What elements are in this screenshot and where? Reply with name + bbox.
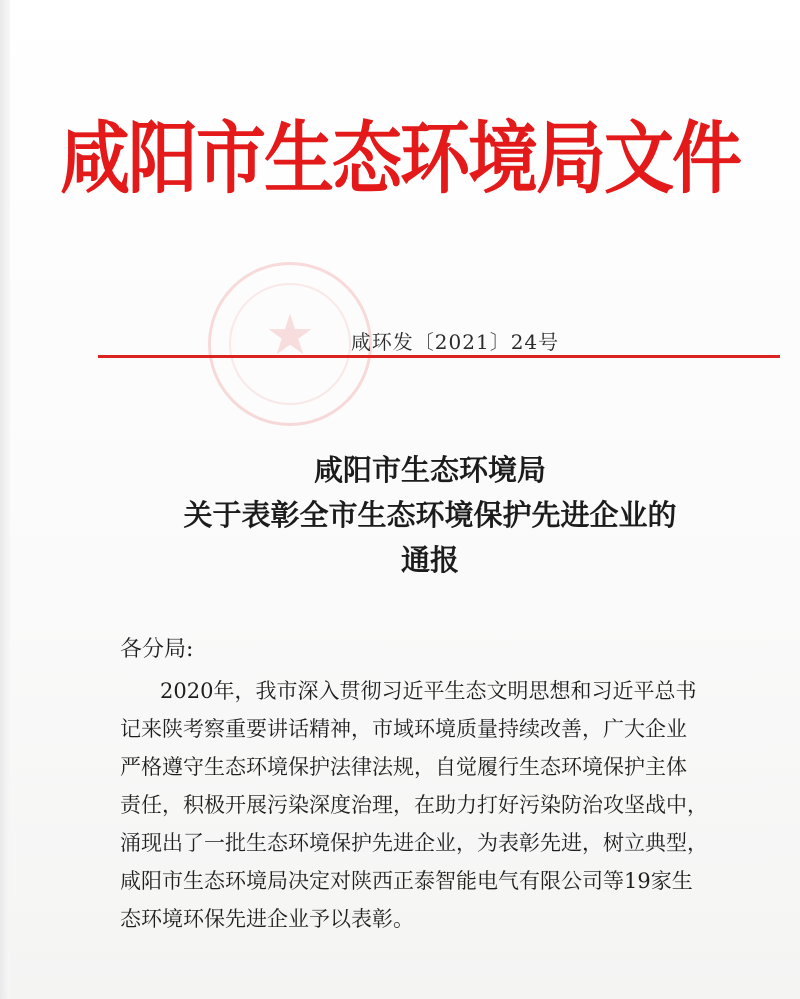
document-header-title: 咸阳市生态环境局文件 [60, 111, 740, 205]
notice-title-line-3: 通报 [400, 543, 459, 577]
body-line: 责任，积极开展污染深度治理，在助力打好污染防治攻坚战中， [120, 793, 708, 817]
salutation: 各分局: [120, 637, 194, 662]
body-text [120, 672, 760, 938]
body-line: 记来陕考察重要讲话精神，市域环境质量持续改善，广大企业 [120, 717, 687, 741]
body-line: 咸阳市生态环境局决定对陕西正泰智能电气有限公司等19家生 [120, 869, 693, 893]
seal-star-icon: ★ [264, 303, 316, 368]
notice-title [0, 448, 800, 583]
red-divider-rule [98, 355, 780, 358]
body-line: 2020年，我市深入贯彻习近平生态文明思想和习近平总书 [160, 679, 697, 703]
body-line: 涌现出了一批生态环境保护先进企业，为表彰先进，树立典型， [120, 831, 708, 855]
body-line: 严格遵守生态环境保护法律法规，自觉履行生态环境保护主体 [120, 755, 687, 779]
body-line: 态环境环保先进企业予以表彰。 [120, 907, 414, 931]
document-number: 咸环发〔2021〕24号 [350, 330, 560, 354]
notice-title-line-1: 咸阳市生态环境局 [313, 453, 546, 487]
notice-title-line-2: 关于表彰全市生态环境保护先进企业的 [183, 498, 677, 532]
